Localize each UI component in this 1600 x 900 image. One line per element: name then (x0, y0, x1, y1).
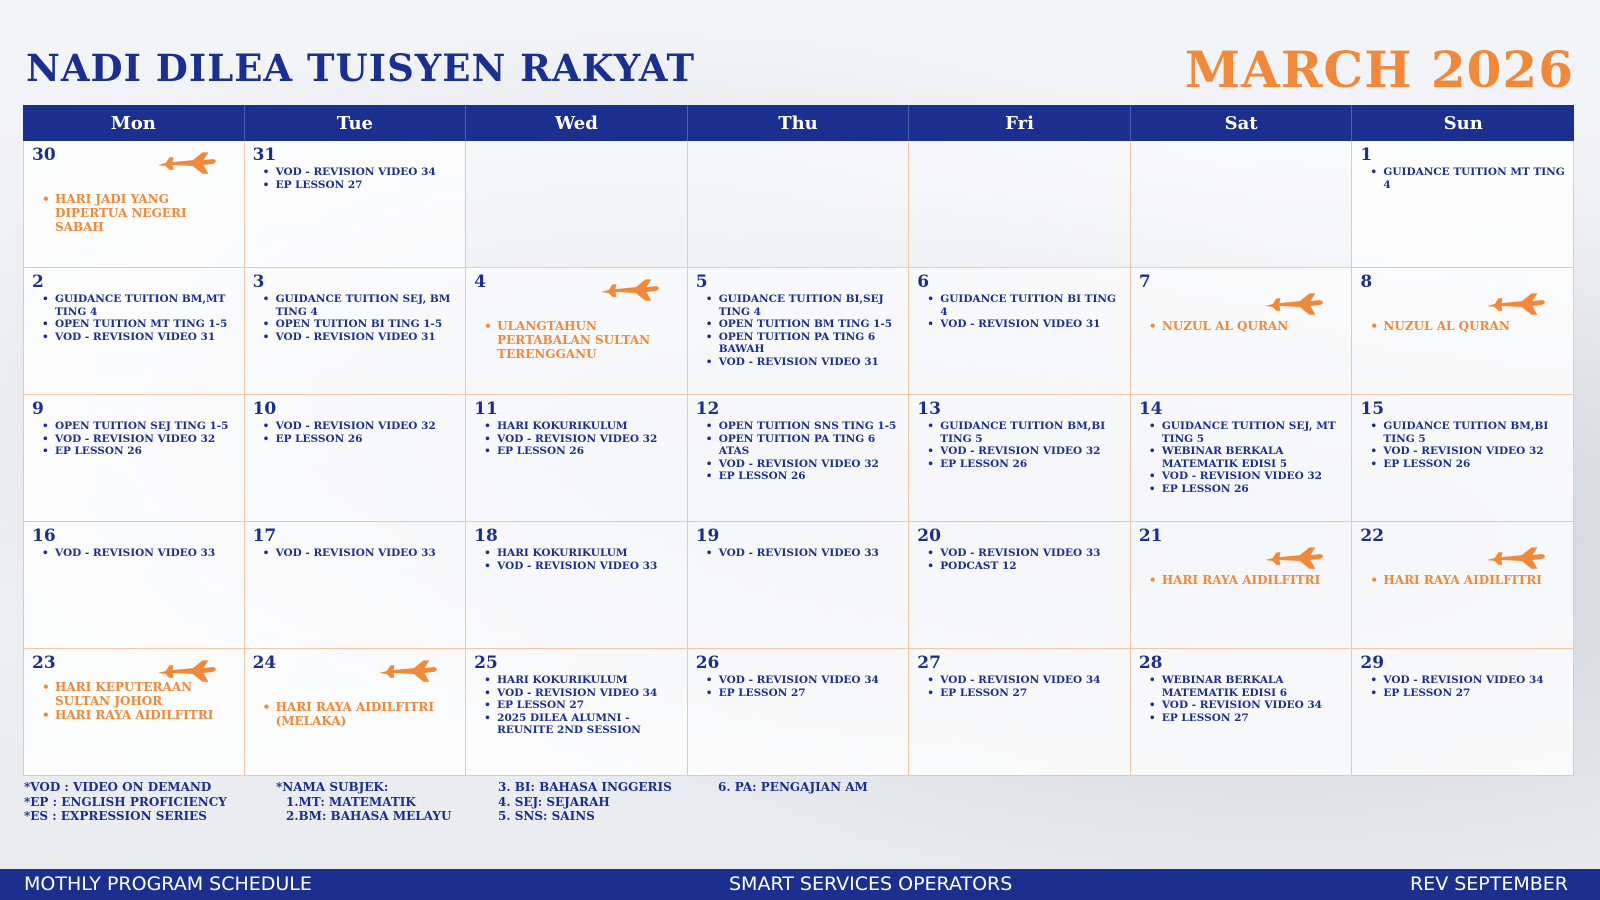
legend-subjects (276, 780, 451, 824)
calendar-day-26 (688, 649, 910, 776)
event-item: • VOD - REVISION VIDEO 32 (484, 433, 679, 446)
event-item: • VOD - REVISION VIDEO 32 (927, 445, 1122, 458)
event-item: • EP LESSON 26 (1149, 483, 1344, 496)
weekday-fri: Fri (909, 105, 1131, 141)
event-list (696, 293, 901, 368)
day-number: 2 (32, 272, 44, 292)
airplane-icon (1263, 544, 1325, 574)
holiday-list (32, 680, 236, 722)
event-list (32, 293, 236, 343)
calendar-day-14 (1131, 395, 1353, 522)
event-list (1139, 674, 1344, 724)
calendar-day-empty (466, 141, 688, 268)
calendar-day-11 (466, 395, 688, 522)
holiday-list (1360, 319, 1565, 333)
event-item: • EP LESSON 26 (263, 433, 458, 446)
calendar-day-5 (688, 268, 910, 395)
event-item: • VOD - REVISION VIDEO 33 (42, 547, 236, 560)
event-item: • VOD - REVISION VIDEO 32 (1370, 445, 1565, 458)
event-item: • VOD - REVISION VIDEO 31 (42, 331, 236, 344)
day-number: 21 (1138, 526, 1163, 546)
event-item: • HARI KOKURIKULUM (484, 420, 679, 433)
event-list (917, 547, 1122, 572)
event-item: • WEBINAR BERKALA MATEMATIK EDISI 5 (1149, 445, 1344, 470)
day-number: 31 (252, 145, 277, 165)
event-item: • VOD - REVISION VIDEO 34 (263, 166, 458, 179)
holiday-list (1360, 573, 1565, 587)
calendar-day-30 (23, 141, 245, 268)
event-item: • GUIDANCE TUITION MT TING 4 (1370, 166, 1565, 191)
weekday-sun: Sun (1443, 112, 1483, 134)
calendar-day-20 (909, 522, 1131, 649)
event-item: • EP LESSON 27 (1370, 687, 1565, 700)
event-list (32, 420, 236, 458)
event-item: • VOD - REVISION VIDEO 34 (927, 674, 1122, 687)
event-list (32, 547, 236, 560)
day-number: 20 (917, 526, 941, 546)
event-item: • VOD - REVISION VIDEO 32 (1149, 470, 1344, 483)
day-number: 3 (252, 272, 265, 292)
calendar-day-24 (245, 649, 467, 776)
airplane-icon (1263, 290, 1325, 320)
event-item: • OPEN TUITION MT TING 1-5 (42, 318, 236, 331)
event-list (917, 293, 1122, 331)
day-number: 29 (1360, 653, 1385, 673)
event-item: • OPEN TUITION PA TING 6 ATAS (706, 433, 901, 458)
calendar-day-empty (1131, 141, 1353, 268)
holiday-item: • HARI RAYA AIDILFITRI (1149, 573, 1344, 587)
footer-left-text: MOTHLY PROGRAM SCHEDULE (24, 873, 312, 895)
day-number: 9 (32, 399, 44, 419)
event-item: • VOD - REVISION VIDEO 31 (706, 356, 901, 369)
event-item: • VOD - REVISION VIDEO 33 (706, 547, 901, 560)
calendar-day-25 (466, 649, 688, 776)
calendar-day-9 (23, 395, 245, 522)
day-number: 18 (474, 526, 498, 546)
calendar-day-19 (688, 522, 910, 649)
calendar-grid (23, 141, 1574, 776)
event-item: • GUIDANCE TUITION SEJ, BM TING 4 (263, 293, 458, 318)
event-item: • EP LESSON 26 (42, 445, 236, 458)
event-item: • VOD - REVISION VIDEO 33 (484, 560, 679, 573)
calendar-day-7 (1131, 268, 1353, 395)
event-list (696, 674, 901, 699)
day-number: 27 (917, 653, 941, 673)
day-number: 13 (917, 399, 941, 419)
holiday-list (474, 319, 679, 361)
event-list (917, 420, 1122, 470)
legend-abbreviations (24, 780, 227, 824)
day-number: 22 (1360, 526, 1385, 546)
holiday-list (32, 192, 236, 234)
event-item: • VOD - REVISION VIDEO 32 (706, 458, 901, 471)
event-item: • PODCAST 12 (927, 560, 1122, 573)
day-number: 8 (1360, 272, 1373, 292)
weekday-thu: Thu (688, 105, 910, 141)
event-list (253, 166, 458, 191)
event-item: • EP LESSON 26 (927, 458, 1122, 471)
day-number: 16 (32, 526, 56, 546)
event-list (474, 547, 679, 572)
event-item: • VOD - REVISION VIDEO 31 (927, 318, 1122, 331)
legend-item: 1.MT: MATEMATIK (286, 794, 416, 809)
calendar-day-17 (245, 522, 467, 649)
calendar-day-1 (1352, 141, 1574, 268)
day-number: 1 (1360, 145, 1373, 165)
day-number: 28 (1138, 653, 1163, 673)
footer-bar (0, 869, 1600, 900)
event-item: • EP LESSON 27 (263, 179, 458, 192)
event-list (1139, 420, 1344, 495)
day-number: 12 (695, 399, 720, 419)
event-item: • VOD - REVISION VIDEO 33 (927, 547, 1122, 560)
event-item: • VOD - REVISION VIDEO 34 (706, 674, 901, 687)
calendar-day-23 (23, 649, 245, 776)
legend-item: 2.BM: BAHASA MELAYU (286, 809, 452, 823)
event-list (917, 674, 1122, 699)
day-number: 24 (252, 653, 277, 673)
footer-center-text: SMART SERVICES OPERATORS (729, 873, 1013, 895)
event-item: • GUIDANCE TUITION BM,BI TING 5 (927, 420, 1122, 445)
weekday-header-row (23, 105, 1574, 141)
event-item: • VOD - REVISION VIDEO 33 (263, 547, 458, 560)
event-list (696, 547, 901, 560)
event-list (253, 293, 458, 343)
event-item: • HARI KOKURIKULUM (484, 547, 679, 560)
calendar-day-29 (1352, 649, 1574, 776)
holiday-list (253, 700, 458, 728)
event-item: • OPEN TUITION SEJ TING 1-5 (42, 420, 236, 433)
day-number: 26 (695, 653, 720, 673)
legend (24, 780, 1574, 840)
event-item: • 2025 DILEA ALUMNI - REUNITE 2ND SESSION (484, 712, 679, 737)
event-item: • EP LESSON 26 (484, 445, 679, 458)
calendar-day-21 (1131, 522, 1353, 649)
holiday-list (1139, 573, 1344, 587)
calendar-day-31 (245, 141, 467, 268)
event-item: • EP LESSON 27 (484, 699, 679, 712)
holiday-item: • HARI RAYA AIDILFITRI (MELAKA) (263, 700, 458, 728)
legend-item: *EP : ENGLISH PROFICIENCY (24, 794, 227, 809)
event-item: • VOD - REVISION VIDEO 34 (484, 687, 679, 700)
weekday-tue: Tue (245, 105, 467, 141)
calendar-day-4 (466, 268, 688, 395)
weekday-wed: Wed (466, 105, 688, 141)
holiday-item: • NUZUL AL QURAN (1370, 319, 1565, 333)
event-item: • EP LESSON 26 (706, 470, 901, 483)
calendar (23, 105, 1574, 776)
holiday-item: • ULANGTAHUN PERTABALAN SULTAN TERENGGANU (484, 319, 679, 361)
event-item: • VOD - REVISION VIDEO 32 (42, 433, 236, 446)
event-item: • GUIDANCE TUITION SEJ, MT TING 5 (1149, 420, 1344, 445)
footer-right-text: REV SEPTEMBER (1409, 873, 1568, 895)
calendar-day-15 (1352, 395, 1574, 522)
airplane-icon (156, 149, 218, 179)
airplane-icon (1485, 544, 1547, 574)
calendar-day-2 (23, 268, 245, 395)
calendar-day-12 (688, 395, 910, 522)
day-number: 10 (252, 399, 277, 419)
calendar-day-18 (466, 522, 688, 649)
calendar-day-27 (909, 649, 1131, 776)
legend-item: 6. PA: PENGAJIAN AM (718, 780, 868, 794)
event-item: • WEBINAR BERKALA MATEMATIK EDISI 6 (1149, 674, 1344, 699)
event-item: • HARI KOKURIKULUM (484, 674, 679, 687)
event-item: • GUIDANCE TUITION BI TING 4 (927, 293, 1122, 318)
organization-title: NADI DILEA TUISYEN RAKYAT (26, 46, 696, 90)
calendar-day-28 (1131, 649, 1353, 776)
event-item: • GUIDANCE TUITION BM,BI TING 5 (1370, 420, 1565, 445)
event-item: • EP LESSON 27 (927, 687, 1122, 700)
calendar-day-empty (688, 141, 910, 268)
day-number: 7 (1138, 272, 1151, 292)
event-item: • VOD - REVISION VIDEO 34 (1149, 699, 1344, 712)
event-list (253, 547, 458, 560)
legend-item: 4. SEJ: SEJARAH (498, 794, 610, 809)
event-item: • OPEN TUITION PA TING 6 BAWAH (706, 331, 901, 356)
event-list (1360, 166, 1565, 191)
holiday-item: • HARI RAYA AIDILFITRI (1370, 573, 1565, 587)
event-item: • EP LESSON 27 (706, 687, 901, 700)
calendar-day-6 (909, 268, 1131, 395)
holiday-item: • HARI KEPUTERAAN SULTAN JOHOR (42, 680, 236, 708)
day-number: 6 (917, 272, 930, 292)
calendar-day-13 (909, 395, 1131, 522)
event-item: • VOD - REVISION VIDEO 31 (263, 331, 458, 344)
legend-item: *VOD : VIDEO ON DEMAND (24, 780, 212, 794)
day-number: 25 (474, 653, 498, 673)
day-number: 5 (695, 272, 708, 292)
legend-subjects-2 (498, 780, 672, 824)
calendar-day-3 (245, 268, 467, 395)
event-list (1360, 420, 1565, 470)
day-number: 23 (32, 653, 56, 673)
legend-heading: *NAMA SUBJEK: (276, 780, 389, 794)
airplane-icon (1485, 290, 1547, 320)
event-list (474, 674, 679, 737)
holiday-list (1139, 319, 1344, 333)
legend-subjects-3 (718, 780, 868, 795)
calendar-day-16 (23, 522, 245, 649)
legend-item: *ES : EXPRESSION SERIES (24, 809, 207, 823)
event-item: • VOD - REVISION VIDEO 34 (1370, 674, 1565, 687)
weekday-mon: Mon (23, 105, 245, 141)
day-number: 14 (1138, 399, 1163, 419)
event-item: • GUIDANCE TUITION BM,MT TING 4 (42, 293, 236, 318)
airplane-icon (599, 276, 661, 306)
event-item: • OPEN TUITION BM TING 1-5 (706, 318, 901, 331)
event-item: • GUIDANCE TUITION BI,SEJ TING 4 (706, 293, 901, 318)
holiday-item: • NUZUL AL QURAN (1149, 319, 1344, 333)
calendar-day-10 (245, 395, 467, 522)
event-item: • EP LESSON 27 (1149, 712, 1344, 725)
day-number: 11 (474, 399, 498, 419)
event-item: • OPEN TUITION BI TING 1-5 (263, 318, 458, 331)
day-number: 15 (1360, 399, 1385, 419)
day-number: 17 (252, 526, 277, 546)
calendar-day-22 (1352, 522, 1574, 649)
day-number: 19 (695, 526, 720, 546)
day-number: 4 (474, 272, 486, 292)
airplane-icon (377, 657, 439, 687)
holiday-item: • HARI RAYA AIDILFITRI (42, 708, 236, 722)
event-list (1360, 674, 1565, 699)
event-list (474, 420, 679, 458)
holiday-item: • HARI JADI YANG DIPERTUA NEGERI SABAH (42, 192, 236, 234)
day-number: 30 (32, 145, 56, 165)
calendar-day-empty (909, 141, 1131, 268)
calendar-day-8 (1352, 268, 1574, 395)
legend-item: 3. BI: BAHASA INGGERIS (498, 780, 672, 794)
event-item: • OPEN TUITION SNS TING 1-5 (706, 420, 901, 433)
event-item: • EP LESSON 26 (1370, 458, 1565, 471)
legend-item: 5. SNS: SAINS (498, 809, 595, 823)
event-list (253, 420, 458, 445)
month-title: MARCH 2026 (1184, 40, 1574, 99)
page-header (26, 40, 1574, 99)
weekday-sat: Sat (1131, 105, 1353, 141)
event-list (696, 420, 901, 483)
event-item: • VOD - REVISION VIDEO 32 (263, 420, 458, 433)
